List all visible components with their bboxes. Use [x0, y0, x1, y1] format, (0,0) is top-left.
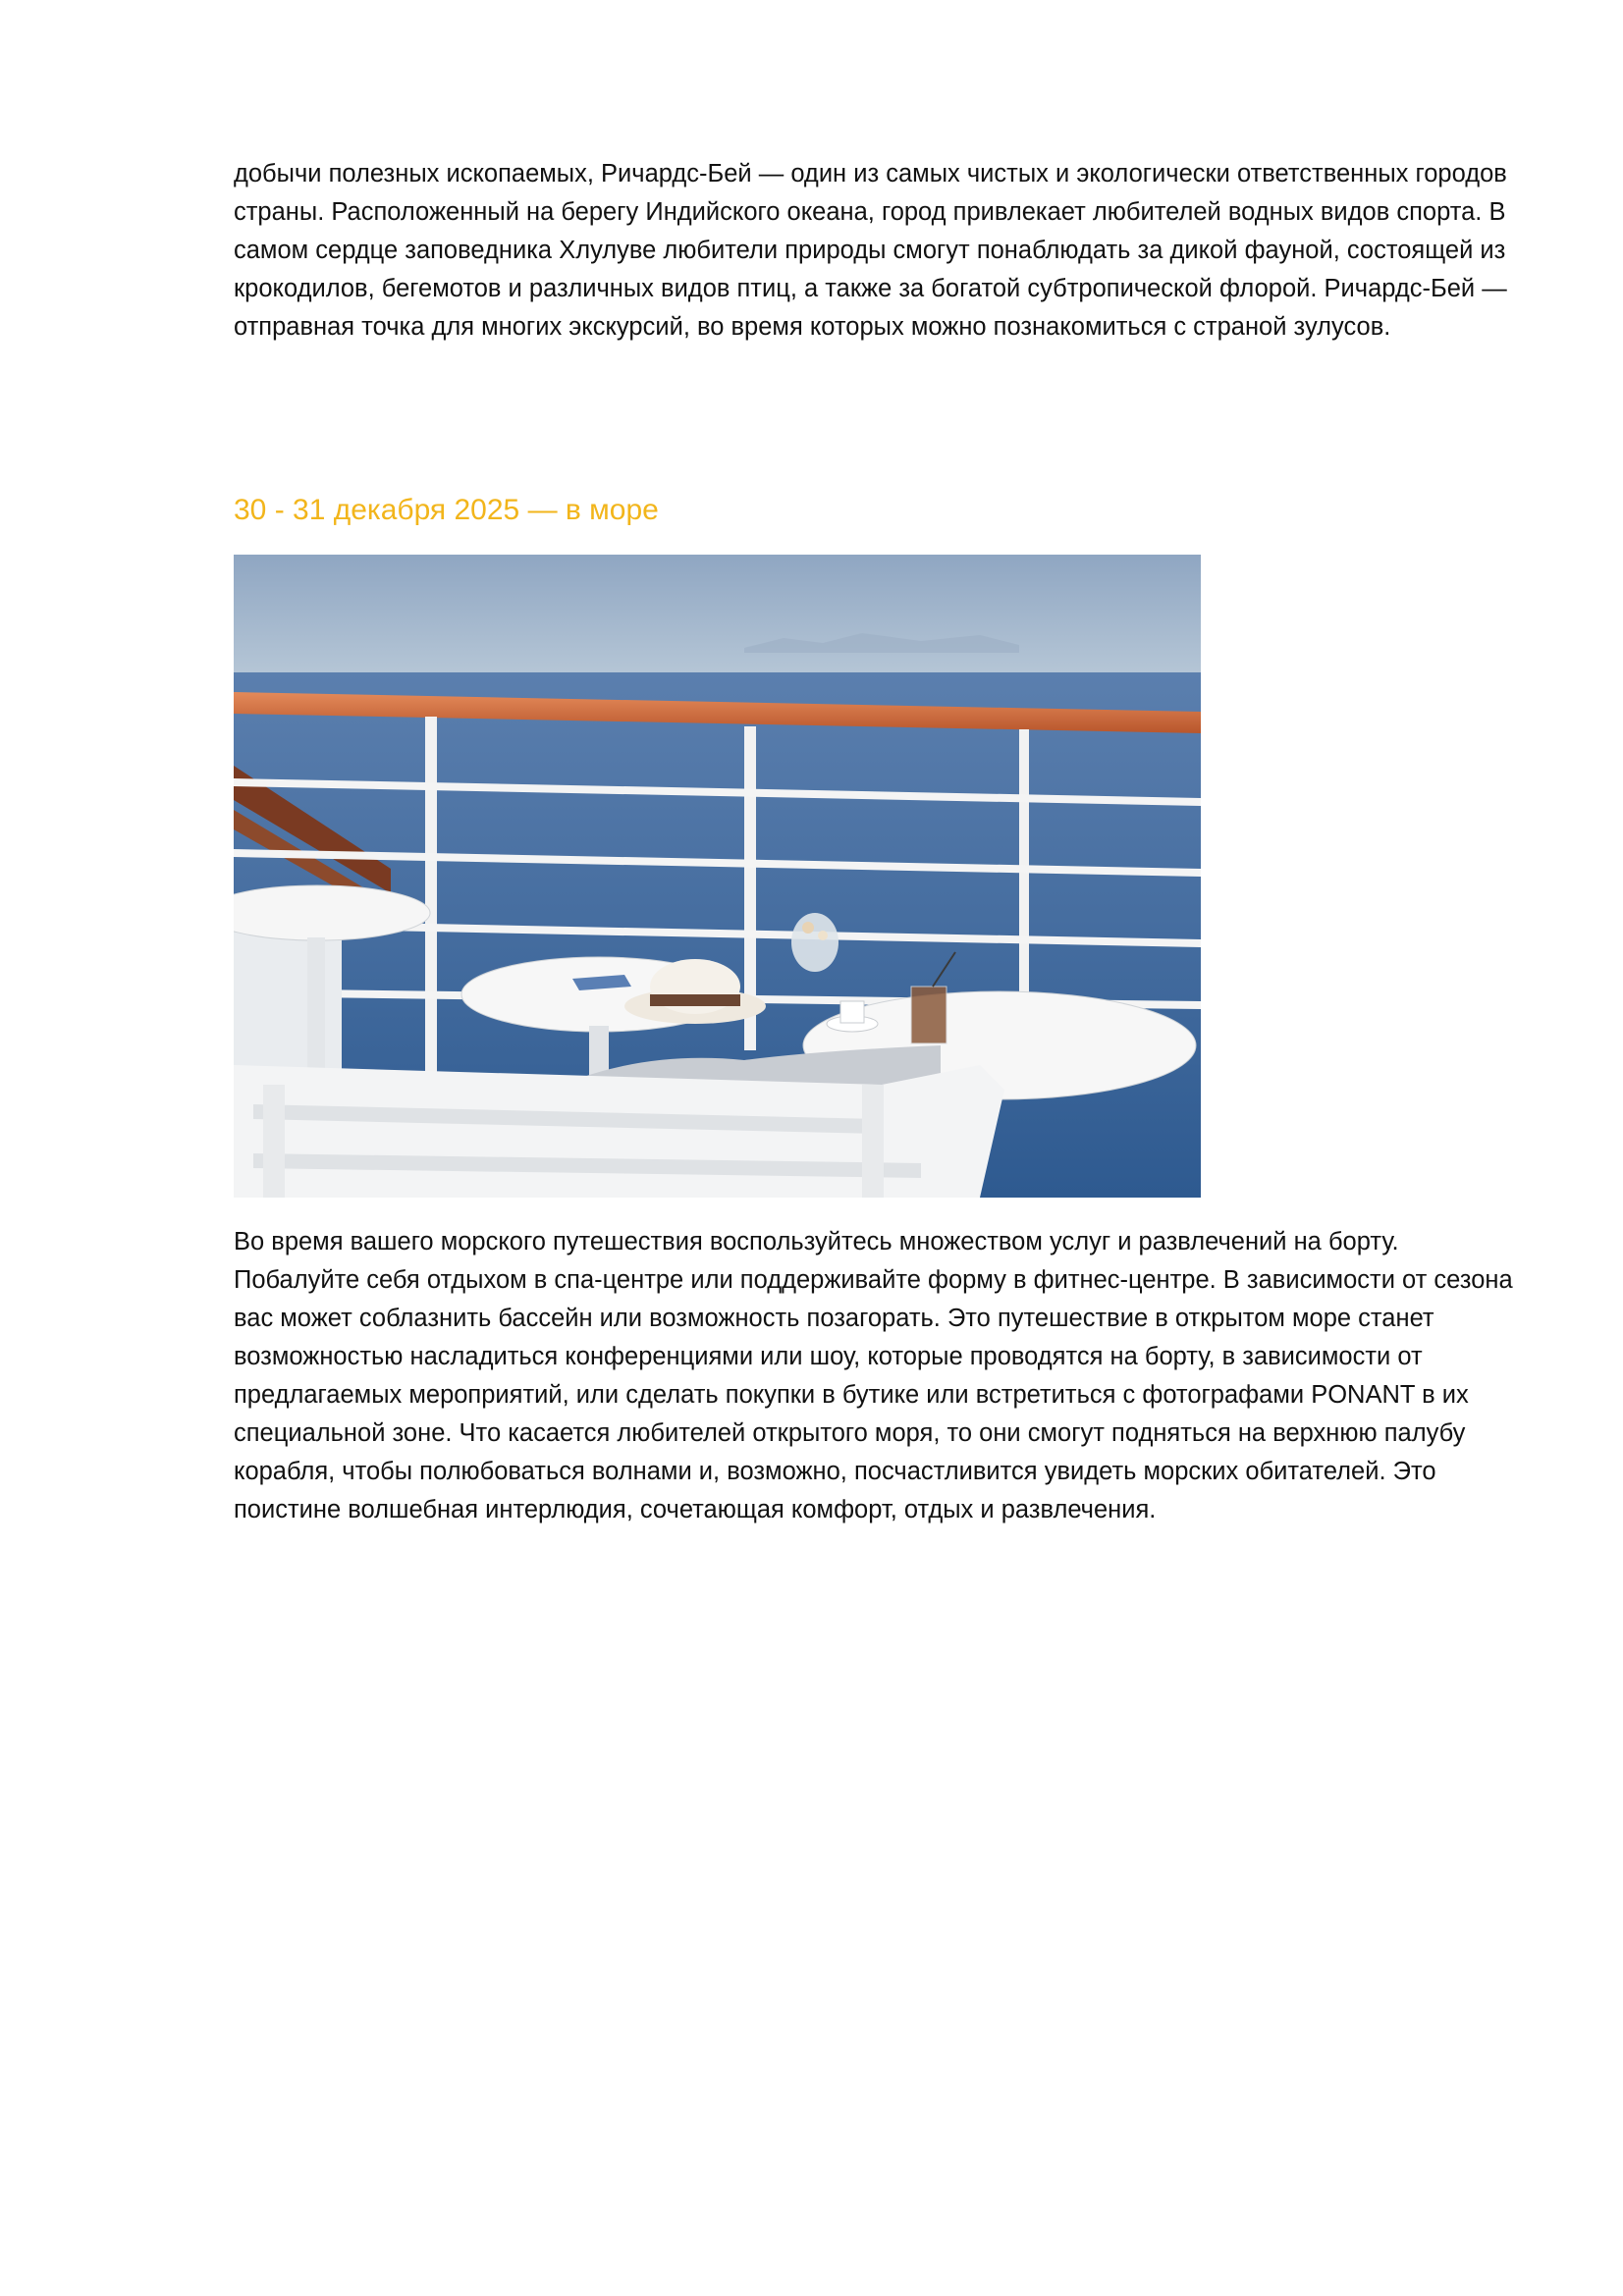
- chair-frame: [234, 1065, 1004, 1198]
- intro-paragraph: добычи полезных ископаемых, Ричардс-Бей — один из самых чистых и экологически ответственных городов страны. Расположенный на берегу Индийского океана, город привлекает любителей водных видов спорта. В самом сердце заповедника Хлулуве любители природы смогут понаблюдать за дикой фауной, состоящей из крокодилов, бегемотов и различных видов птиц, а также за богатой субтропической флорой. Ричардс-Бей — отправная точка для многих экскурсий, во время которых можно познакомиться с страной зулусов.: [234, 160, 1507, 341]
- section-paragraph: Во время вашего морского путешествия воспользуйтесь множеством услуг и развлечений на борту. Побалуйте себя отдыхом в спа-центре или поддерживайте форму в фитнес-центре. В зависимости от сезона вас может соблазнить бассейн или возможность позагорать. Это путешествие в открытом море станет возможностью насладиться конференциями или шоу, которые проводятся на борту, в зависимости от предлагаемых мероприятий, или сделать покупки в бутике или встретиться с фотографами PONANT в их специальной зоне. Что касается любителей открытого моря, то они смогут подняться на верхнюю палубу корабля, чтобы полюбоваться волнами и, возможно, посчастливится увидеть морских обитателей. Это поистине волшебная интерлюдия, сочетающая комфорт, отдых и развлечения.: [234, 1228, 1513, 1523]
- sky: [234, 555, 1201, 687]
- ship-deck-photo: [234, 555, 1201, 1198]
- section-heading: 30 - 31 декабря 2025 — в море: [234, 494, 659, 526]
- coffee-glass: [911, 987, 947, 1043]
